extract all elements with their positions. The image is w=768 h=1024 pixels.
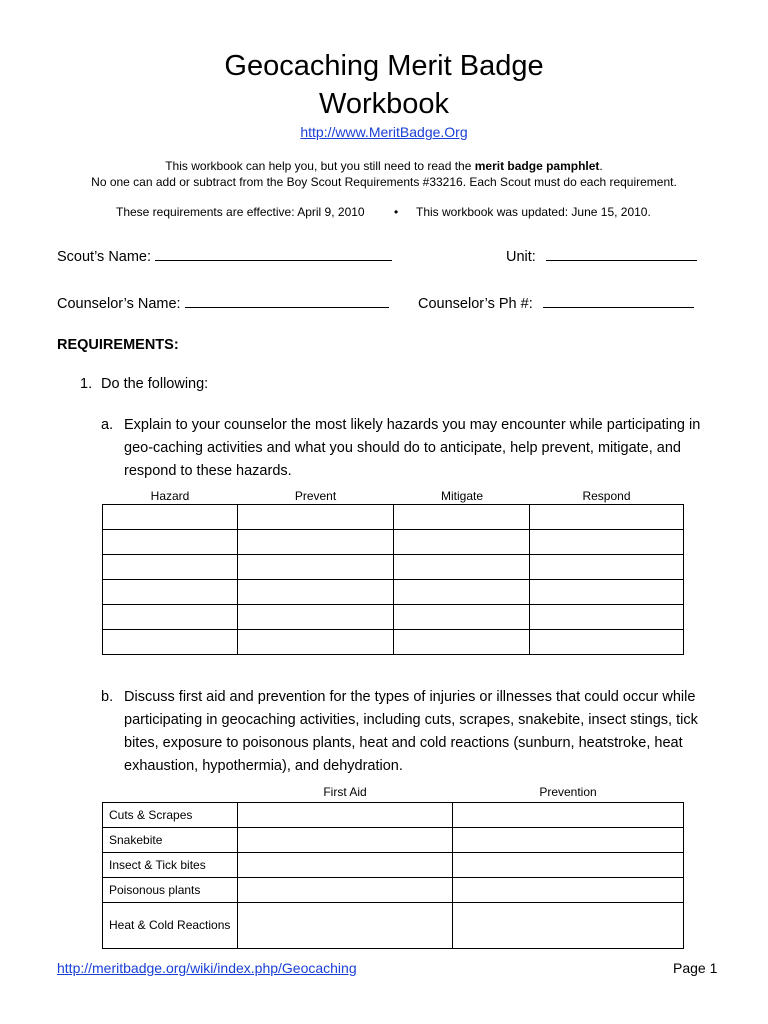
counselor-name-blank[interactable]	[185, 293, 389, 308]
requirements-heading: REQUIREMENTS:	[57, 337, 179, 353]
table-row	[103, 530, 684, 555]
pamphlet-emphasis: merit badge pamphlet	[474, 159, 600, 173]
table-row	[103, 878, 684, 903]
item1-number: 1.	[80, 376, 93, 392]
scout-name-blank[interactable]	[155, 246, 392, 261]
footer-link[interactable]: http://meritbadge.org/wiki/index.php/Geocaching	[57, 960, 357, 976]
table-row	[103, 903, 684, 949]
table-row	[103, 605, 684, 630]
table-row	[103, 580, 684, 605]
item-b-label: b.	[101, 689, 114, 705]
intro-line-1: This workbook can help you, but you still need to read the merit badge pamphlet.	[165, 159, 603, 173]
table-row	[103, 828, 684, 853]
item1-text: Do the following:	[101, 376, 209, 392]
unit-field: Unit:	[506, 246, 697, 265]
intro-line-2: No one can add or subtract from the Boy Scout Requirements #33216. Each Scout must do each requirement.	[91, 175, 677, 189]
counselor-phone-field: Counselor’s Ph #:	[418, 293, 694, 312]
item-b-text: Discuss first aid and prevention for the types of injuries or illnesses that could occur while participating in geocaching activities, including cuts, scrapes, snakebite, insect stings, tick bites, exposure to poisonous plants, heat and cold reactions (sunburn, heatstroke, heat exhaustion, hypothermia), and dehydration.	[124, 689, 698, 774]
updated-date: This workbook was updated: June 15, 2010.	[416, 205, 651, 219]
page-title: Geocaching Merit Badge	[224, 50, 544, 82]
counselor-name-field: Counselor’s Name:	[57, 293, 389, 312]
page-number: Page 1	[673, 960, 718, 976]
page-subtitle: Workbook	[318, 88, 450, 120]
site-link[interactable]: http://www.MeritBadge.Org	[300, 124, 468, 140]
table-row	[103, 853, 684, 878]
firstaid-table	[102, 802, 684, 949]
row-label-heat-cold: Heat & Cold Reactions	[103, 903, 238, 949]
item-a-text: Explain to your counselor the most likely hazards you may encounter while participating in geo-caching activities and what you should do to anticipate, help prevent, mitigate, and respond to these hazards.	[124, 417, 701, 479]
hazard-header-hazard: Hazard	[150, 489, 190, 503]
counselor-phone-blank[interactable]	[543, 293, 694, 308]
hazard-header-prevent: Prevent	[294, 489, 337, 503]
row-label-cuts: Cuts & Scrapes	[103, 803, 238, 828]
table-row	[103, 630, 684, 655]
bullet-separator: •	[394, 205, 399, 219]
hazard-header-mitigate: Mitigate	[440, 489, 484, 503]
row-label-snakebite: Snakebite	[103, 828, 238, 853]
hazard-header-respond: Respond	[582, 489, 631, 503]
row-label-insect: Insect & Tick bites	[103, 853, 238, 878]
effective-date: These requirements are effective: April 9, 2010	[116, 205, 365, 219]
table-row	[103, 555, 684, 580]
firstaid-header-first-aid: First Aid	[323, 785, 367, 799]
firstaid-header-prevention: Prevention	[539, 785, 597, 799]
unit-blank[interactable]	[546, 246, 697, 261]
item-a-label: a.	[101, 417, 114, 433]
table-row	[103, 803, 684, 828]
hazard-table	[102, 504, 684, 655]
row-label-poison: Poisonous plants	[103, 878, 238, 903]
table-row	[103, 505, 684, 530]
scout-name-field: Scout’s Name:	[57, 246, 392, 265]
